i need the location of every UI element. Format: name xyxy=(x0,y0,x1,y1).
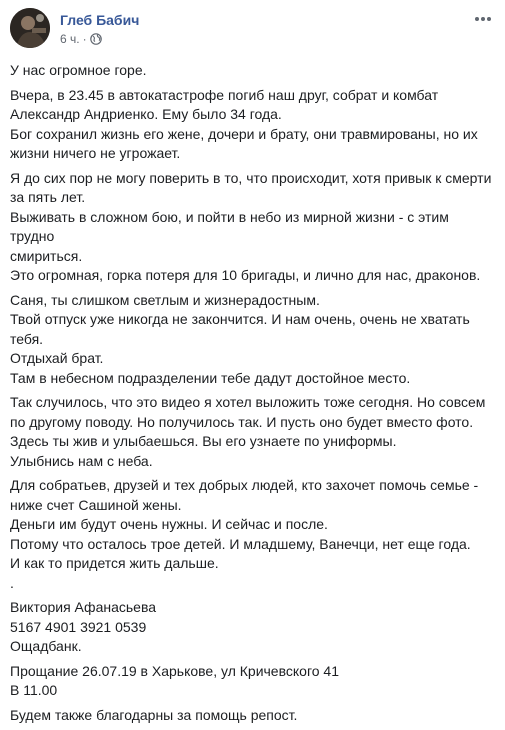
post-text-line: Там в небесном подразделении тебе дадут достойное место. xyxy=(10,369,411,386)
post-paragraph xyxy=(10,393,495,471)
post-text-line: У нас огромное горе. xyxy=(10,62,147,78)
post-paragraph xyxy=(10,476,495,593)
post-text-line: Твой отпуск уже никогда не закончится. И нам очень, очень не хватать xyxy=(10,311,470,327)
post-text-line: Отдыхай брат. xyxy=(10,350,104,366)
post-text-line: Это огромная, горка потеря для 10 бригады, и лично для нас, драконов. xyxy=(10,267,481,283)
post-meta xyxy=(60,32,102,46)
post-text-line: ниже счет Сашиной жены. xyxy=(10,496,182,513)
post-text-line: Виктория Афанасьева xyxy=(10,599,157,615)
avatar[interactable] xyxy=(10,8,50,48)
post-header xyxy=(10,8,495,52)
more-horizontal-icon[interactable] xyxy=(471,10,495,30)
post-text-line: Вчера, в 23.45 в автокатастрофе погиб наш друг, собрат и комбат xyxy=(10,86,439,103)
post-text-line: Я до сих пор не могу поверить в то, что происходит, хотя привык к смерти xyxy=(10,169,492,186)
post-text-line: 5167 4901 3921 0539 xyxy=(10,618,147,635)
author-name[interactable]: Глеб Бабич xyxy=(60,12,140,28)
post-paragraph xyxy=(10,86,495,164)
post-text-line: . xyxy=(10,574,14,591)
post-text-line: Бог сохранил жизнь его жене, дочери и брату, они травмированы, но их xyxy=(10,125,478,142)
post-text-line: И как то придется жить дальше. xyxy=(10,555,219,571)
post-paragraph xyxy=(10,291,495,389)
post-text-line: жизни ничего не угрожает. xyxy=(10,145,181,161)
post-text-line: Саня, ты слишком светлым и жизнерадостным. xyxy=(10,291,320,308)
post-text-line: Здесь ты жив и улыбаешься. Вы его узнаете по униформы. xyxy=(10,433,397,449)
post-text-line: Прощание 26.07.19 в Харькове, ул Кричевского 41 xyxy=(10,662,339,679)
post-text-line: Для собратьев, друзей и тех добрых людей, кто захочет помочь семье - xyxy=(10,477,479,493)
post-text-line: Ощадбанк. xyxy=(10,638,82,654)
post-text-line: тебя. xyxy=(10,330,44,347)
post-text-line: смириться. xyxy=(10,247,83,264)
post-text-line: за пять лет. xyxy=(10,189,86,205)
post-text-line: по другому поводу. Но получилось так. И пусть оно будет вместо фото. xyxy=(10,413,474,430)
globe-icon[interactable] xyxy=(90,33,102,45)
post-text-line: Выживать в сложном бою, и пойти в небо из мирной жизни - с этим трудно xyxy=(10,208,453,244)
post-text-line: Потому что осталось трое детей. И младшему, Ванечци, нет еще года. xyxy=(10,535,471,552)
post-text xyxy=(10,61,495,730)
post-text-line: Улыбнись нам с неба. xyxy=(10,452,153,469)
post-text-line: Александр Андриенко. Ему было 34 года. xyxy=(10,106,282,122)
post-text-line: Так случилось, что это видео я хотел выложить тоже сегодня. Но совсем xyxy=(10,394,486,410)
post-paragraph xyxy=(10,706,495,726)
post-text-line: Будем также благодарны за помощь репост. xyxy=(10,706,298,723)
post-text-line: Деньги им будут очень нужны. И сейчас и после. xyxy=(10,516,328,532)
post-paragraph xyxy=(10,61,495,81)
post-paragraph xyxy=(10,598,495,657)
post-time[interactable]: 6 ч. xyxy=(60,32,80,46)
post-paragraph xyxy=(10,169,495,286)
meta-separator: · xyxy=(82,32,87,46)
post-text-line: В 11.00 xyxy=(10,682,58,698)
